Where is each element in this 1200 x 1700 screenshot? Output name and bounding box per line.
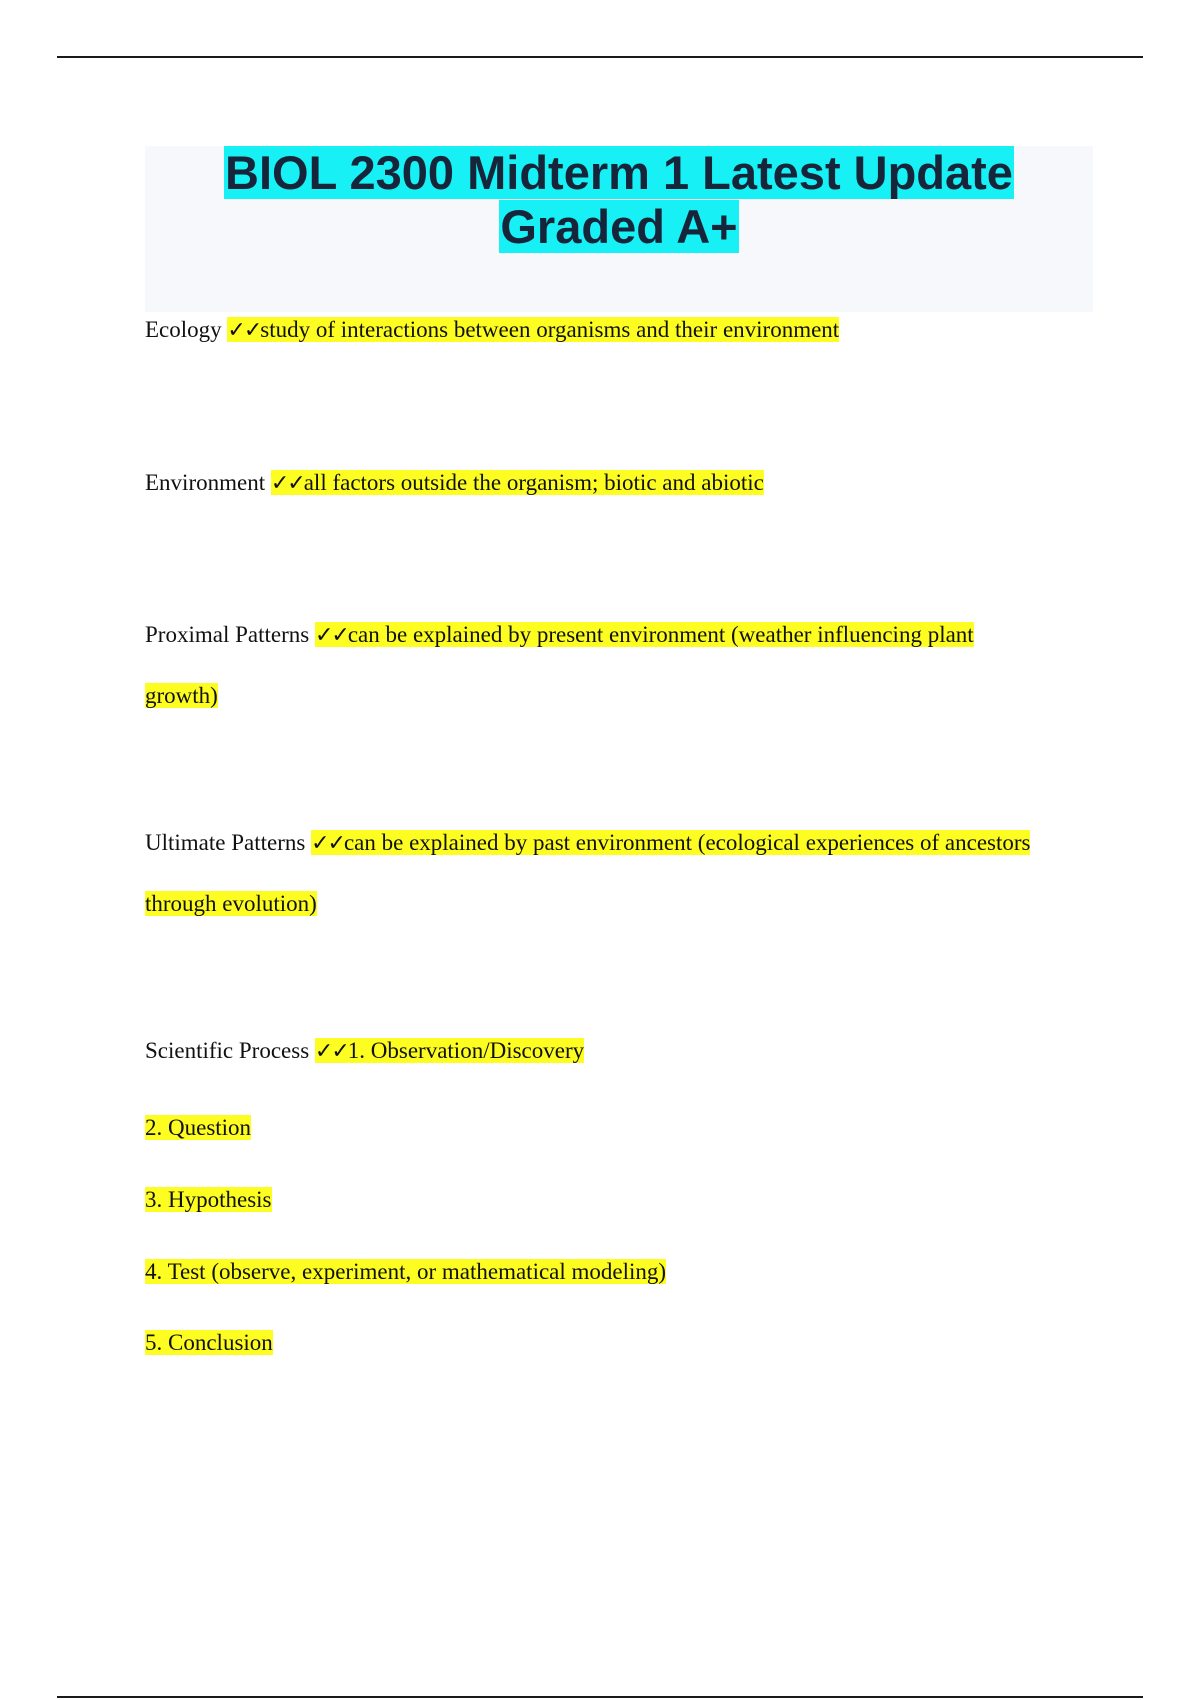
- definition-continuation: growth): [145, 683, 218, 708]
- title-line-1: BIOL 2300 Midterm 1 Latest Update: [225, 146, 1013, 199]
- term-label: Proximal Patterns: [145, 622, 310, 647]
- definition-text: can be explained by past environment (ecological experiences of ancestors: [343, 830, 1031, 855]
- header-rule: [57, 56, 1143, 58]
- definition-continuation: through evolution): [145, 891, 317, 916]
- double-check-icon: ✓✓: [314, 1039, 348, 1064]
- definition-text: study of interactions between organisms and their environment: [260, 317, 840, 342]
- definition-text: 1. Observation/Discovery: [347, 1038, 585, 1063]
- entry-proximal-patterns-continued: [145, 681, 218, 711]
- process-step: [145, 1185, 272, 1215]
- entry-ultimate-patterns: [145, 828, 1030, 859]
- term-label: Environment: [145, 470, 266, 495]
- entry-environment: [145, 468, 764, 499]
- process-step: [145, 1257, 666, 1287]
- double-check-icon: ✓✓: [227, 318, 261, 343]
- process-step: [145, 1113, 251, 1143]
- entry-ecology: [145, 315, 839, 346]
- term-label: Ecology: [145, 317, 222, 342]
- term-label: Ultimate Patterns: [145, 830, 306, 855]
- entry-scientific-process: [145, 1036, 584, 1067]
- step-text: 3. Hypothesis: [145, 1187, 272, 1212]
- step-text: 4. Test (observe, experiment, or mathematical modeling): [145, 1259, 667, 1284]
- title-line-2: Graded A+: [500, 200, 738, 253]
- document-title: [145, 146, 1093, 254]
- definition-text: can be explained by present environment (weather influencing plant: [347, 622, 974, 647]
- term-label: Scientific Process: [145, 1038, 310, 1063]
- entry-proximal-patterns: [145, 620, 974, 651]
- definition-text: all factors outside the organism; biotic and abiotic: [303, 470, 764, 495]
- footer-rule: [57, 1696, 1143, 1698]
- double-check-icon: ✓✓: [311, 831, 344, 856]
- process-step: [145, 1328, 273, 1358]
- step-text: 5. Conclusion: [145, 1330, 273, 1355]
- entry-ultimate-patterns-continued: [145, 889, 317, 919]
- double-check-icon: ✓✓: [314, 623, 348, 648]
- double-check-icon: ✓✓: [270, 471, 304, 496]
- step-text: 2. Question: [145, 1115, 252, 1140]
